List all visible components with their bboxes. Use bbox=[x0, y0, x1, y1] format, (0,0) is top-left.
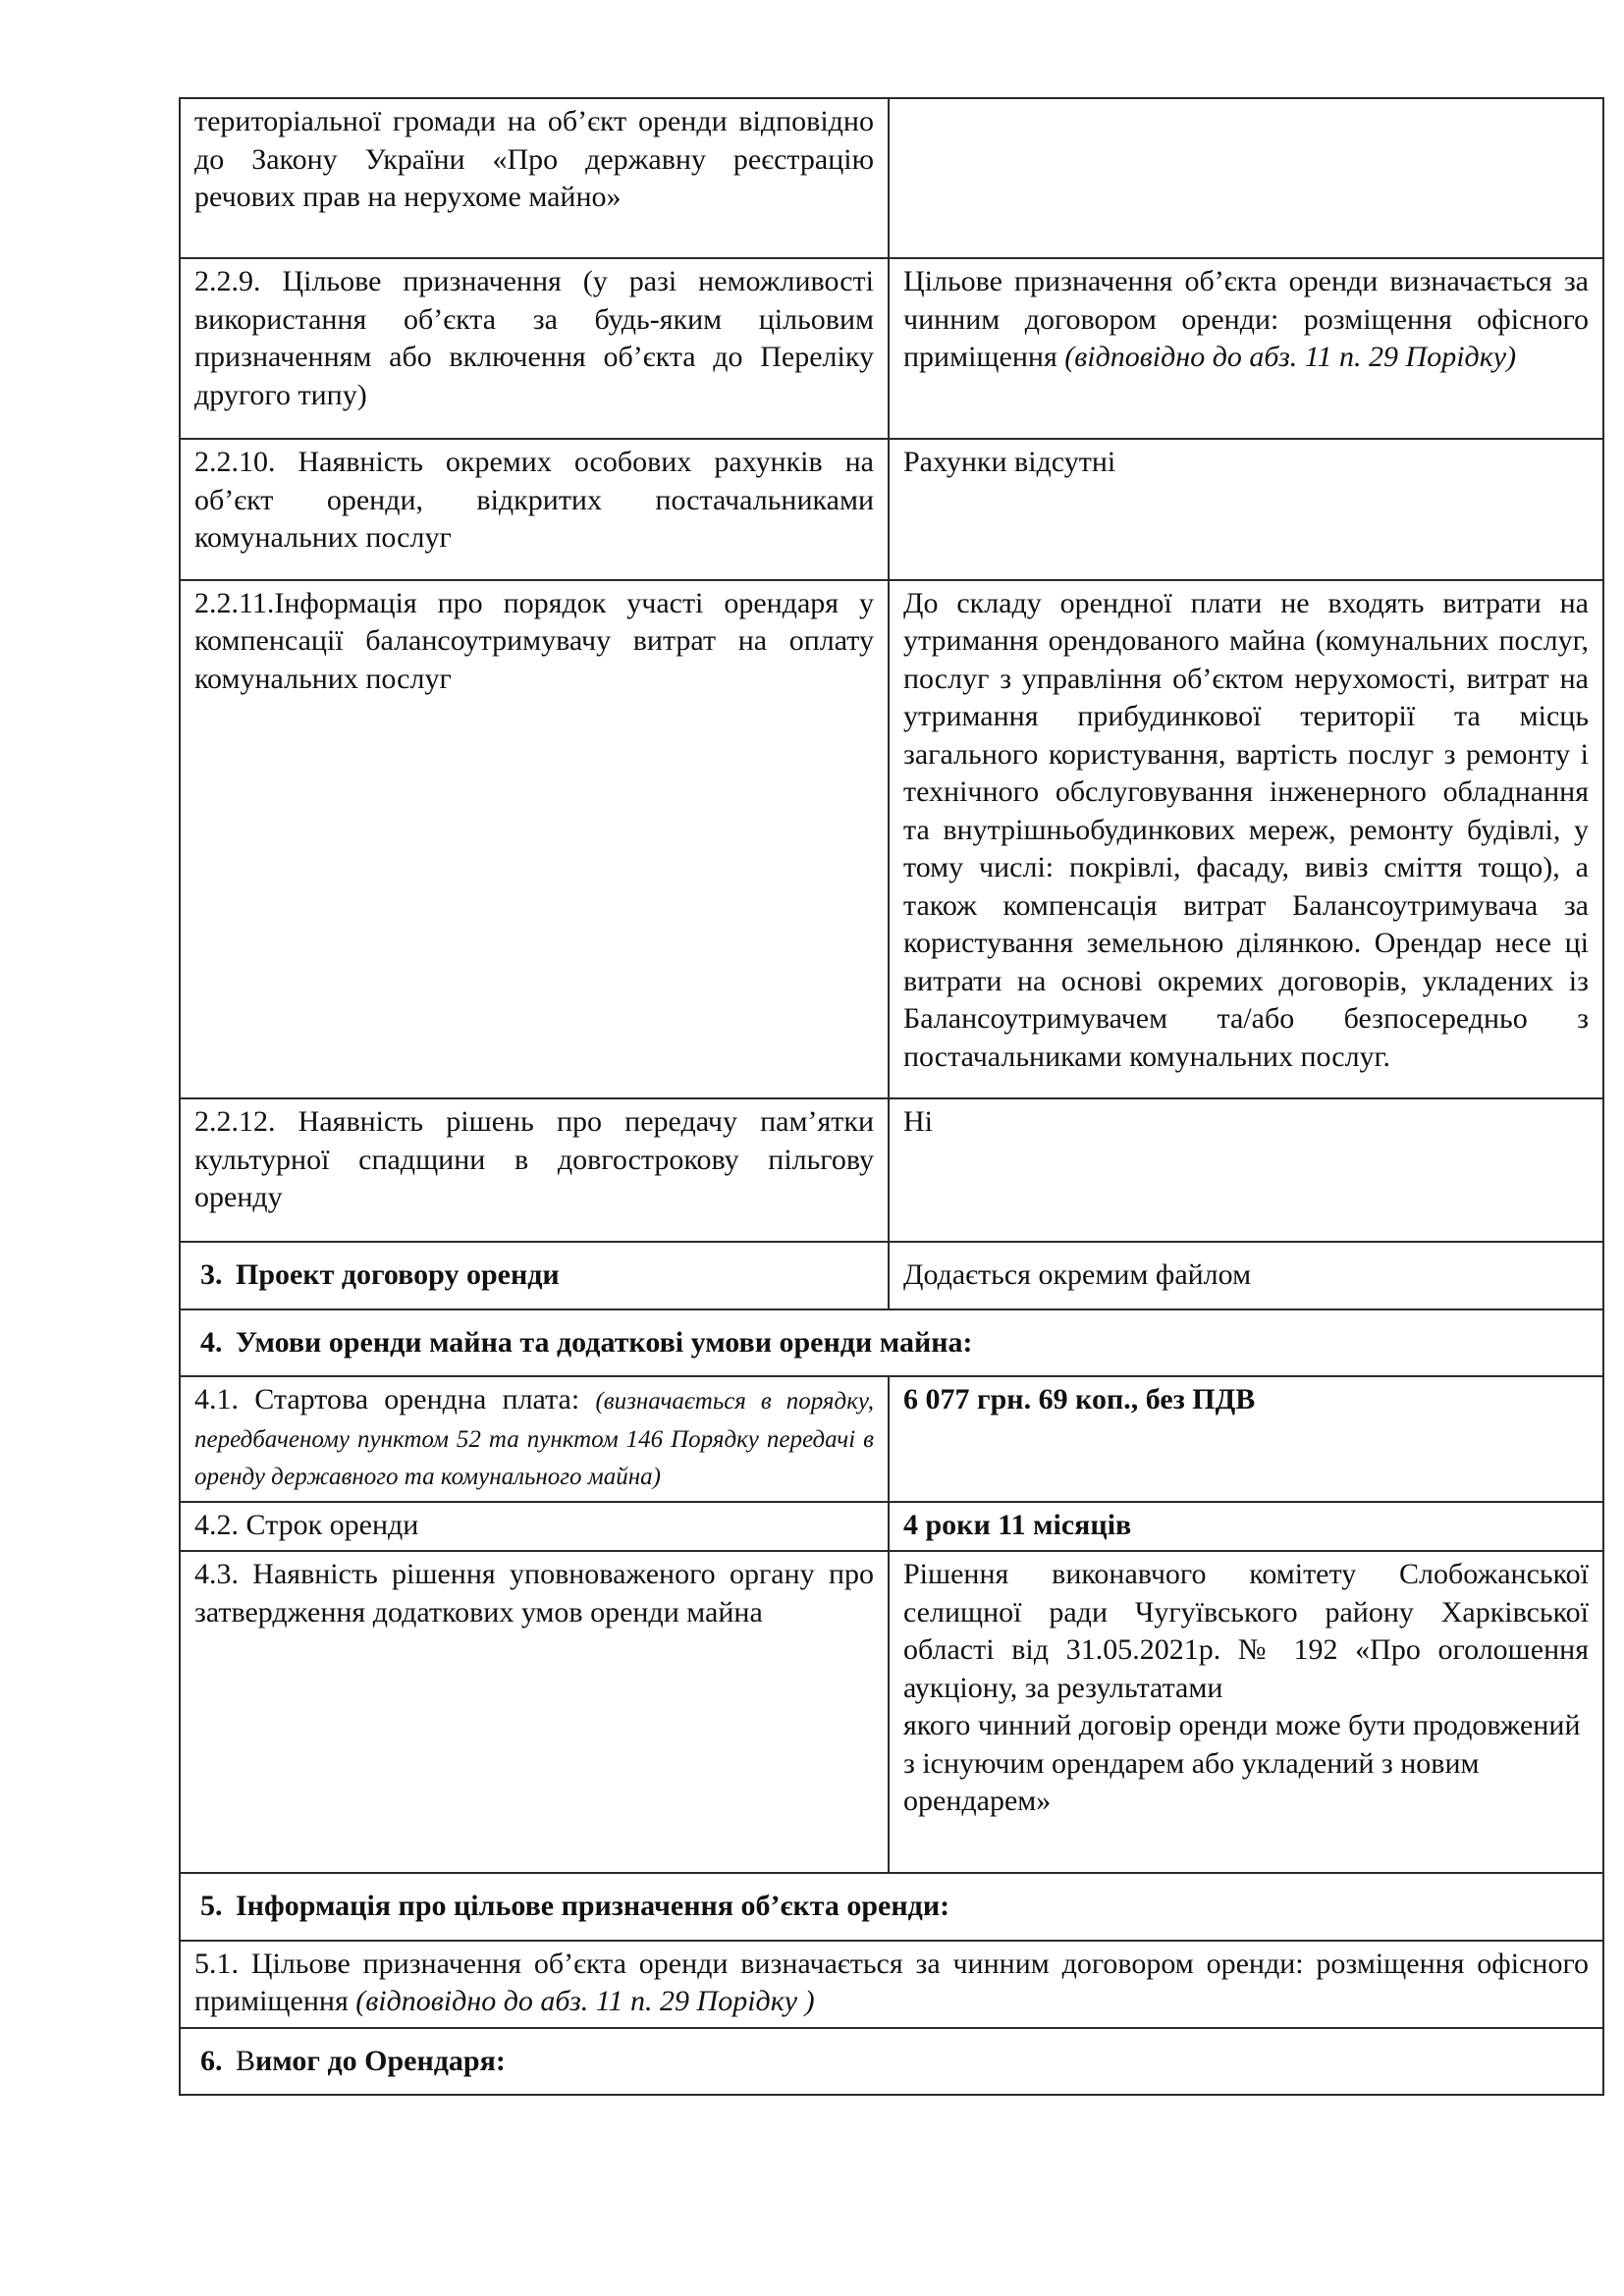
section-number: 6. bbox=[200, 2044, 223, 2077]
row-value-note: (відповідно до абз. 11 п. 29 Порідку) bbox=[1064, 341, 1517, 373]
table-row bbox=[180, 1502, 1603, 1552]
table-cell-label bbox=[180, 1376, 889, 1502]
row-value: Цільове призначення об’єкта оренди визначається за чинним договором оренди: розміщення офісного приміщення bbox=[903, 265, 1589, 373]
table-cell-value bbox=[889, 1376, 1603, 1502]
row-value: Ні bbox=[903, 1105, 933, 1138]
section-title bbox=[180, 1309, 1603, 1377]
row-text: Проект договору оренди bbox=[236, 1258, 560, 1291]
row-text: 4.2. Строк оренди bbox=[194, 1508, 419, 1541]
row-text: 2.2.11.Інформація про порядок участі орендаря у компенсації балансоутримувачу витрат на оплату комунальних послуг bbox=[194, 586, 874, 695]
table-cell-value bbox=[889, 1502, 1603, 1552]
section-number: 4. bbox=[200, 1325, 223, 1359]
section-header-row bbox=[180, 1873, 1603, 1941]
section-title-text: имог до Орендаря: bbox=[255, 2044, 506, 2077]
row-value-continued: якого чинний договір оренди може бути продовжений з існуючим орендарем або укладений з новим орендарем» bbox=[903, 1709, 1581, 1817]
section-header-row bbox=[180, 1309, 1603, 1377]
row-text: 5.1. Цільове призначення об’єкта оренди визначається за чинним договором оренди: розміщення офісного приміщення bbox=[194, 1947, 1589, 2017]
table-row bbox=[180, 258, 1603, 439]
table-cell-value bbox=[889, 258, 1603, 439]
table-cell-label bbox=[180, 1098, 889, 1242]
row-text: 4.3. Наявність рішення уповноваженого органу про затвердження додаткових умов оренди майна bbox=[194, 1558, 874, 1629]
row-text: 2.2.9. Цільове призначення (у разі неможливості використання об’єкта за будь-яким цільовим призначенням або включення об’єкта до Переліку другого типу) bbox=[194, 265, 874, 411]
row-text: 2.2.10. Наявність окремих особових рахунків на об’єкт оренди, відкритих постачальниками комунальних послуг bbox=[194, 446, 874, 554]
table-cell-label bbox=[180, 258, 889, 439]
table-cell-label bbox=[180, 98, 889, 258]
section-title-text: Інформація про цільове призначення об’єкта оренди: bbox=[236, 1890, 950, 1922]
table-row bbox=[180, 1098, 1603, 1242]
table-cell-label bbox=[180, 1502, 889, 1552]
table-cell-value bbox=[889, 1551, 1603, 1873]
table-cell-value bbox=[889, 1242, 1603, 1309]
table-cell-label bbox=[180, 1551, 889, 1873]
table-cell-label bbox=[180, 439, 889, 580]
section-number: 3. bbox=[200, 1258, 223, 1291]
table-cell-value bbox=[889, 1098, 1603, 1242]
row-text: 4.1. Стартова орендна плата: bbox=[194, 1383, 580, 1415]
table-row bbox=[180, 98, 1603, 258]
row-value: Рахунки відсутні bbox=[903, 446, 1116, 478]
table-row bbox=[180, 1551, 1603, 1873]
row-value: До складу орендної плати не входять витрати на утримання орендованого майна (комунальних послуг, послуг з управління об’єктом нерухомості, витрат на утримання прибудинкової території та місць загального користування, вартість послуг з ремонту і технічного обслуговування інженерного обладнання та внутрішньобудинкових мереж, ремонту будівлі, у тому числі: покрівлі, фасаду, вивіз сміття тощо), а також компенсація витрат Балансоутримувача за користування земельною ділянкою. Орендар несе ці витрати на основі окремих договорів, укладених із Балансоутримувачем та/або безпосередньо з постачальниками комунальних послуг. bbox=[903, 586, 1589, 1073]
section-title-text-plain: В bbox=[236, 2044, 256, 2077]
section-number: 5. bbox=[200, 1890, 223, 1922]
table-row bbox=[180, 439, 1603, 580]
section-header-row bbox=[180, 2028, 1603, 2096]
section-title bbox=[180, 1873, 1603, 1941]
table-row bbox=[180, 1376, 1603, 1502]
row-text-note: (визначається в порядку, передбаченому пунктом 52 та пунктом 146 Порядку передачі в оренду державного та комунального майна) bbox=[194, 1388, 874, 1490]
table-cell-value bbox=[889, 98, 1603, 258]
section-title-text: Умови оренди майна та додаткові умови оренди майна: bbox=[236, 1325, 973, 1359]
row-value: Додається окремим файлом bbox=[903, 1258, 1252, 1291]
row-text-note: (відповідно до абз. 11 п. 29 Порідку ) bbox=[355, 1985, 815, 2017]
rent-price-value: 6 077 грн. 69 коп., без ПДВ bbox=[903, 1383, 1256, 1415]
info-table bbox=[179, 97, 1604, 2096]
table-cell-value bbox=[889, 580, 1603, 1099]
table-cell-label bbox=[180, 580, 889, 1099]
table-cell-label bbox=[180, 1242, 889, 1309]
table-row bbox=[180, 1242, 1603, 1309]
section-title bbox=[180, 2028, 1603, 2096]
table-row bbox=[180, 1941, 1603, 2028]
row-text: 2.2.12. Наявність рішень про передачу пам’ятки культурної спадщини в довгострокову пільгову оренду bbox=[194, 1105, 874, 1213]
table-row bbox=[180, 580, 1603, 1099]
table-cell-value bbox=[889, 439, 1603, 580]
table-cell-full bbox=[180, 1941, 1603, 2028]
row-value: Рішення виконавчого комітету Слобожанської селищної ради Чугуївського району Харківської області від 31.05.2021р. № 192 «Про оголошення аукціону, за результатами bbox=[903, 1558, 1589, 1704]
row-text: територіальної громади на об’єкт оренди відповідно до Закону України «Про державну реєстрацію речових прав на нерухоме майно» bbox=[194, 105, 874, 213]
rent-term-value: 4 роки 11 місяців bbox=[903, 1508, 1132, 1541]
